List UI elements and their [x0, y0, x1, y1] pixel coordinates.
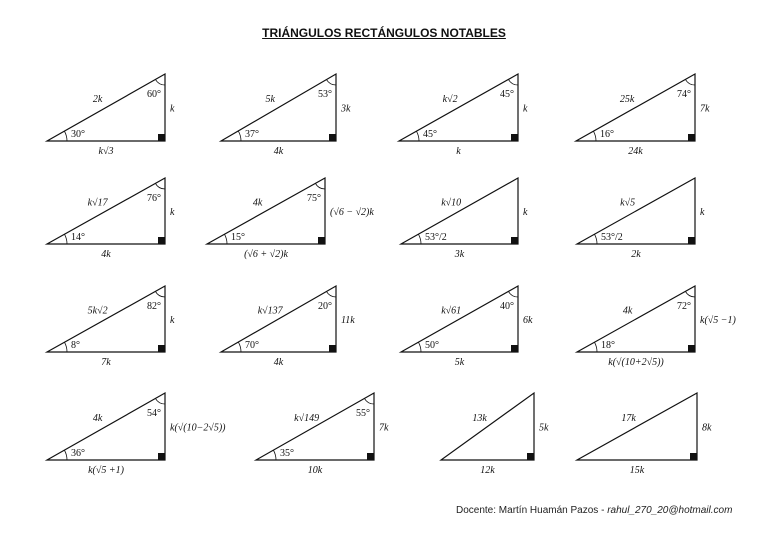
top-angle-arc	[508, 79, 518, 85]
left-angle-arc	[224, 234, 227, 244]
top-angle-label: 55°	[356, 408, 370, 419]
teacher-credit: Docente: Martín Huamán Pazos -	[456, 505, 608, 516]
right-angle-mark	[527, 453, 534, 460]
left-angle-label: 50°	[425, 340, 439, 351]
top-angle-label: 75°	[307, 193, 321, 204]
left-angle-label: 15°	[231, 232, 245, 243]
triangle-6	[207, 178, 374, 260]
top-angle-arc	[155, 398, 165, 404]
triangle-outline	[576, 74, 695, 141]
left-angle-label: 45°	[423, 129, 437, 140]
right-side-label: 7k	[700, 103, 710, 115]
right-side-label: 6k	[523, 315, 533, 326]
top-angle-arc	[155, 183, 165, 189]
top-angle-arc	[155, 291, 165, 297]
top-angle-label: 72°	[677, 301, 691, 312]
triangle-12	[577, 286, 737, 368]
triangle-outline	[221, 74, 336, 141]
bottom-side-label: 12k	[480, 465, 495, 476]
left-angle-label: 53°/2	[425, 232, 447, 243]
triangle-outline	[577, 393, 697, 460]
left-angle-arc	[64, 342, 67, 352]
right-side-label: k	[170, 207, 175, 218]
right-angle-mark	[511, 345, 518, 352]
left-angle-label: 18°	[601, 340, 615, 351]
right-side-label: k	[170, 315, 175, 326]
right-side-label: k	[700, 207, 705, 218]
triangle-7	[401, 178, 528, 260]
bottom-side-label: 5k	[454, 357, 465, 368]
bottom-side-label: 24k	[628, 146, 643, 157]
hypotenuse-label: 4k	[92, 412, 103, 424]
left-angle-label: 14°	[71, 232, 85, 243]
left-angle-label: 35°	[280, 448, 294, 459]
triangle-2	[221, 74, 351, 157]
triangle-13	[47, 393, 226, 476]
right-angle-mark	[367, 453, 374, 460]
bottom-side-label: k(√5 +1)	[88, 465, 124, 476]
top-angle-label: 45°	[500, 89, 514, 100]
triangle-4	[576, 74, 710, 157]
top-angle-label: 20°	[318, 301, 332, 312]
triangle-outline	[399, 74, 518, 141]
right-side-label: 5k	[539, 422, 549, 434]
right-side-label: k(√5 −1)	[700, 315, 736, 326]
left-angle-arc	[593, 131, 596, 141]
right-side-label: (√6 − √2)k	[330, 207, 374, 218]
right-side-label: k	[170, 103, 175, 115]
hypotenuse-label: 17k	[621, 412, 636, 424]
right-side-label: k(√(10−2√5))	[170, 422, 226, 434]
hypotenuse-label: k√2	[442, 93, 458, 105]
top-angle-label: 40°	[500, 301, 514, 312]
right-side-label: k	[523, 103, 528, 115]
right-angle-mark	[688, 345, 695, 352]
left-angle-label: 30°	[71, 129, 85, 140]
page-title: TRIÁNGULOS RECTÁNGULOS NOTABLES	[262, 26, 506, 40]
left-angle-arc	[418, 234, 421, 244]
triangle-1	[47, 74, 175, 157]
triangle-9	[47, 286, 175, 368]
triangle-outline	[441, 393, 534, 460]
left-angle-label: 37°	[245, 129, 259, 140]
right-side-label: 11k	[341, 315, 355, 326]
left-angle-arc	[416, 131, 419, 141]
triangle-10	[221, 286, 355, 368]
top-angle-arc	[508, 291, 518, 297]
bottom-side-label: k	[456, 146, 461, 157]
bottom-side-label: 7k	[101, 357, 111, 368]
left-angle-arc	[64, 234, 67, 244]
top-angle-label: 54°	[147, 408, 161, 419]
right-side-label: 8k	[702, 422, 712, 434]
right-angle-mark	[688, 134, 695, 141]
teacher-email: rahul_270_20@hotmail.com	[607, 505, 733, 516]
bottom-side-label: 4k	[273, 146, 284, 157]
hypotenuse-label: k√10	[441, 197, 462, 209]
top-angle-label: 60°	[147, 89, 161, 100]
top-angle-arc	[326, 80, 336, 85]
hypotenuse-label: 4k	[622, 305, 633, 317]
triangle-15	[441, 393, 549, 476]
hypotenuse-label: k√137	[257, 305, 283, 317]
right-angle-mark	[511, 134, 518, 141]
left-angle-label: 8°	[71, 340, 80, 351]
hypotenuse-label: 2k	[92, 93, 103, 105]
top-angle-arc	[326, 291, 336, 297]
right-angle-mark	[318, 237, 325, 244]
hypotenuse-label: 4k	[252, 197, 263, 209]
triangle-11	[401, 286, 533, 368]
right-angle-mark	[158, 453, 165, 460]
footer	[456, 505, 732, 516]
hypotenuse-label: 5k√2	[87, 305, 108, 317]
left-angle-arc	[594, 234, 597, 244]
bottom-side-label: 10k	[307, 465, 323, 476]
bottom-side-label: 4k	[101, 249, 111, 260]
left-angle-label: 16°	[600, 129, 614, 140]
left-angle-label: 36°	[71, 448, 85, 459]
bottom-side-label: k√3	[98, 146, 114, 157]
left-angle-arc	[594, 342, 597, 352]
right-angle-mark	[511, 237, 518, 244]
left-angle-arc	[238, 131, 241, 141]
top-angle-arc	[685, 291, 695, 297]
hypotenuse-label: k√17	[87, 197, 108, 209]
top-angle-label: 53°	[318, 89, 332, 100]
bottom-side-label: 4k	[273, 357, 284, 368]
hypotenuse-label: k√5	[620, 197, 636, 209]
right-side-label: 3k	[341, 103, 351, 115]
right-angle-mark	[688, 237, 695, 244]
left-angle-arc	[64, 450, 67, 460]
right-angle-mark	[158, 345, 165, 352]
top-angle-arc	[364, 398, 374, 404]
top-angle-label: 82°	[147, 301, 161, 312]
top-angle-arc	[315, 183, 325, 189]
top-angle-arc	[155, 79, 165, 85]
hypotenuse-label: 13k	[472, 412, 487, 424]
hypotenuse-label: 5k	[265, 93, 275, 105]
top-angle-label: 76°	[147, 193, 161, 204]
hypotenuse-label: k√149	[294, 412, 320, 424]
bottom-side-label: 2k	[631, 249, 641, 260]
bottom-side-label: k(√(10+2√5))	[608, 357, 664, 368]
left-angle-arc	[238, 342, 241, 352]
right-angle-mark	[158, 237, 165, 244]
bottom-side-label: (√6 + √2)k	[244, 249, 288, 260]
top-angle-arc	[685, 79, 695, 85]
top-angle-label: 74°	[677, 89, 691, 100]
hypotenuse-label: k√61	[441, 305, 462, 317]
right-angle-mark	[690, 453, 697, 460]
left-angle-label: 70°	[245, 340, 259, 351]
left-angle-arc	[64, 131, 67, 141]
triangle-8	[577, 178, 705, 260]
right-side-label: k	[523, 207, 528, 218]
right-angle-mark	[329, 345, 336, 352]
hypotenuse-label: 25k	[619, 93, 635, 105]
bottom-side-label: 15k	[629, 465, 645, 476]
triangle-16	[577, 393, 712, 476]
left-angle-arc	[418, 342, 421, 352]
left-angle-arc	[273, 450, 276, 460]
triangle-3	[399, 74, 528, 157]
right-side-label: 7k	[379, 422, 389, 434]
triangle-5	[47, 178, 175, 260]
right-angle-mark	[329, 134, 336, 141]
right-angle-mark	[158, 134, 165, 141]
triangle-14	[256, 393, 389, 476]
left-angle-label: 53°/2	[601, 232, 623, 243]
bottom-side-label: 3k	[454, 249, 465, 260]
